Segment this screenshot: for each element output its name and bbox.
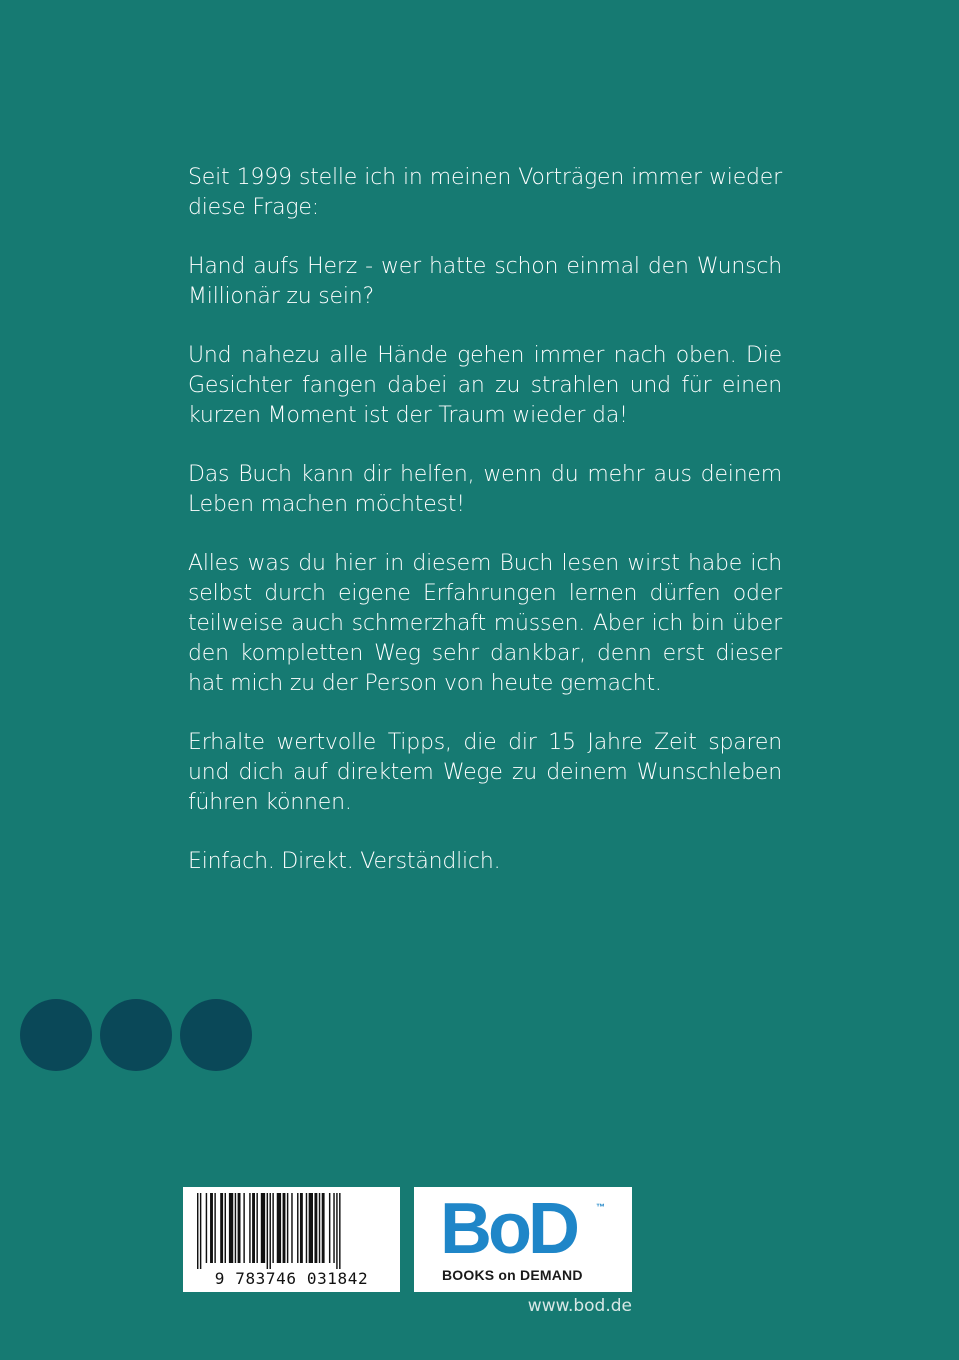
barcode-bar: [272, 1193, 273, 1263]
barcode-bar: [270, 1193, 271, 1269]
barcode-bar: [300, 1193, 303, 1263]
barcode-bar: [333, 1193, 334, 1263]
blurb-paragraph: Das Buch kann dir helfen, wenn du mehr aus deinem Leben machen möchtest!: [188, 462, 782, 517]
barcode-bar: [210, 1193, 213, 1263]
barcode-bar: [277, 1193, 281, 1263]
barcode-bar: [235, 1193, 236, 1263]
barcode-bar: [214, 1193, 215, 1263]
decorative-dots: [20, 999, 252, 1071]
publisher-logo-box: [414, 1187, 632, 1292]
decorative-dot: [20, 999, 92, 1071]
barcode-bar: [339, 1193, 340, 1269]
barcode-bar: [267, 1193, 268, 1269]
bod-logo: BoD: [440, 1189, 576, 1269]
blurb-paragraph: Und nahezu alle Hände gehen immer nach oben. Die Gesichter fangen dabei an zu strahlen und für einen kurzen Moment ist der Traum wieder da!: [188, 343, 782, 428]
blurb-paragraph: Erhalte wertvolle Tipps, die dir 15 Jahre Zeit sparen und dich auf direktem Wege zu deinem Wunschleben führen können.: [188, 730, 782, 815]
barcode-bar: [336, 1193, 337, 1269]
decorative-dot: [100, 999, 172, 1071]
barcode-bar: [229, 1193, 233, 1263]
blurb-paragraph: Hand aufs Herz - wer hatte schon einmal den Wunsch Millionär zu sein?: [188, 254, 782, 309]
publisher-tagline: BOOKS on DEMAND: [442, 1267, 583, 1283]
back-cover-blurb: [188, 163, 782, 906]
barcode-bar: [261, 1193, 265, 1263]
isbn-number: 9 783746 031842: [214, 1269, 369, 1288]
blurb-paragraph: Seit 1999 stelle ich in meinen Vorträgen immer wieder diese Frage:: [188, 165, 782, 220]
barcode-icon: [193, 1193, 390, 1269]
barcode-bar: [297, 1193, 298, 1263]
blurb-paragraph: Alles was du hier in diesem Buch lesen wirst habe ich selbst durch eigene Erfahrungen lernen dürfen oder teilweise auch schmerzhaft müssen. Aber ich bin über den kompletten Weg sehr dankbar, denn erst dieser hat mich zu der Person von heute gemacht.: [188, 551, 782, 696]
barcode-bar: [238, 1193, 241, 1263]
barcode-bar: [256, 1193, 257, 1263]
barcode-bar: [287, 1193, 288, 1263]
barcode-bar: [206, 1193, 207, 1263]
barcode-bar: [225, 1193, 226, 1263]
barcode-bar: [322, 1193, 325, 1263]
barcode-bar: [249, 1193, 250, 1263]
barcode-bar: [329, 1193, 330, 1263]
barcode-bar: [309, 1193, 313, 1263]
decorative-dot: [180, 999, 252, 1071]
barcode-bar: [306, 1193, 307, 1263]
barcode-bar: [291, 1193, 292, 1263]
barcode-bar: [314, 1193, 317, 1263]
blurb-paragraph: Einfach. Direkt. Verständlich.: [188, 849, 501, 874]
barcode-bar: [200, 1193, 201, 1269]
barcode-bar: [319, 1193, 320, 1263]
barcode-bar: [243, 1193, 244, 1263]
trademark-mark: ™: [596, 1202, 605, 1212]
isbn-barcode: [183, 1187, 400, 1292]
barcode-bar: [283, 1193, 286, 1263]
barcode-bar: [197, 1193, 198, 1269]
barcode-bar: [252, 1193, 255, 1263]
publisher-website: www.bod.de: [527, 1296, 632, 1316]
barcode-bar: [220, 1193, 223, 1263]
